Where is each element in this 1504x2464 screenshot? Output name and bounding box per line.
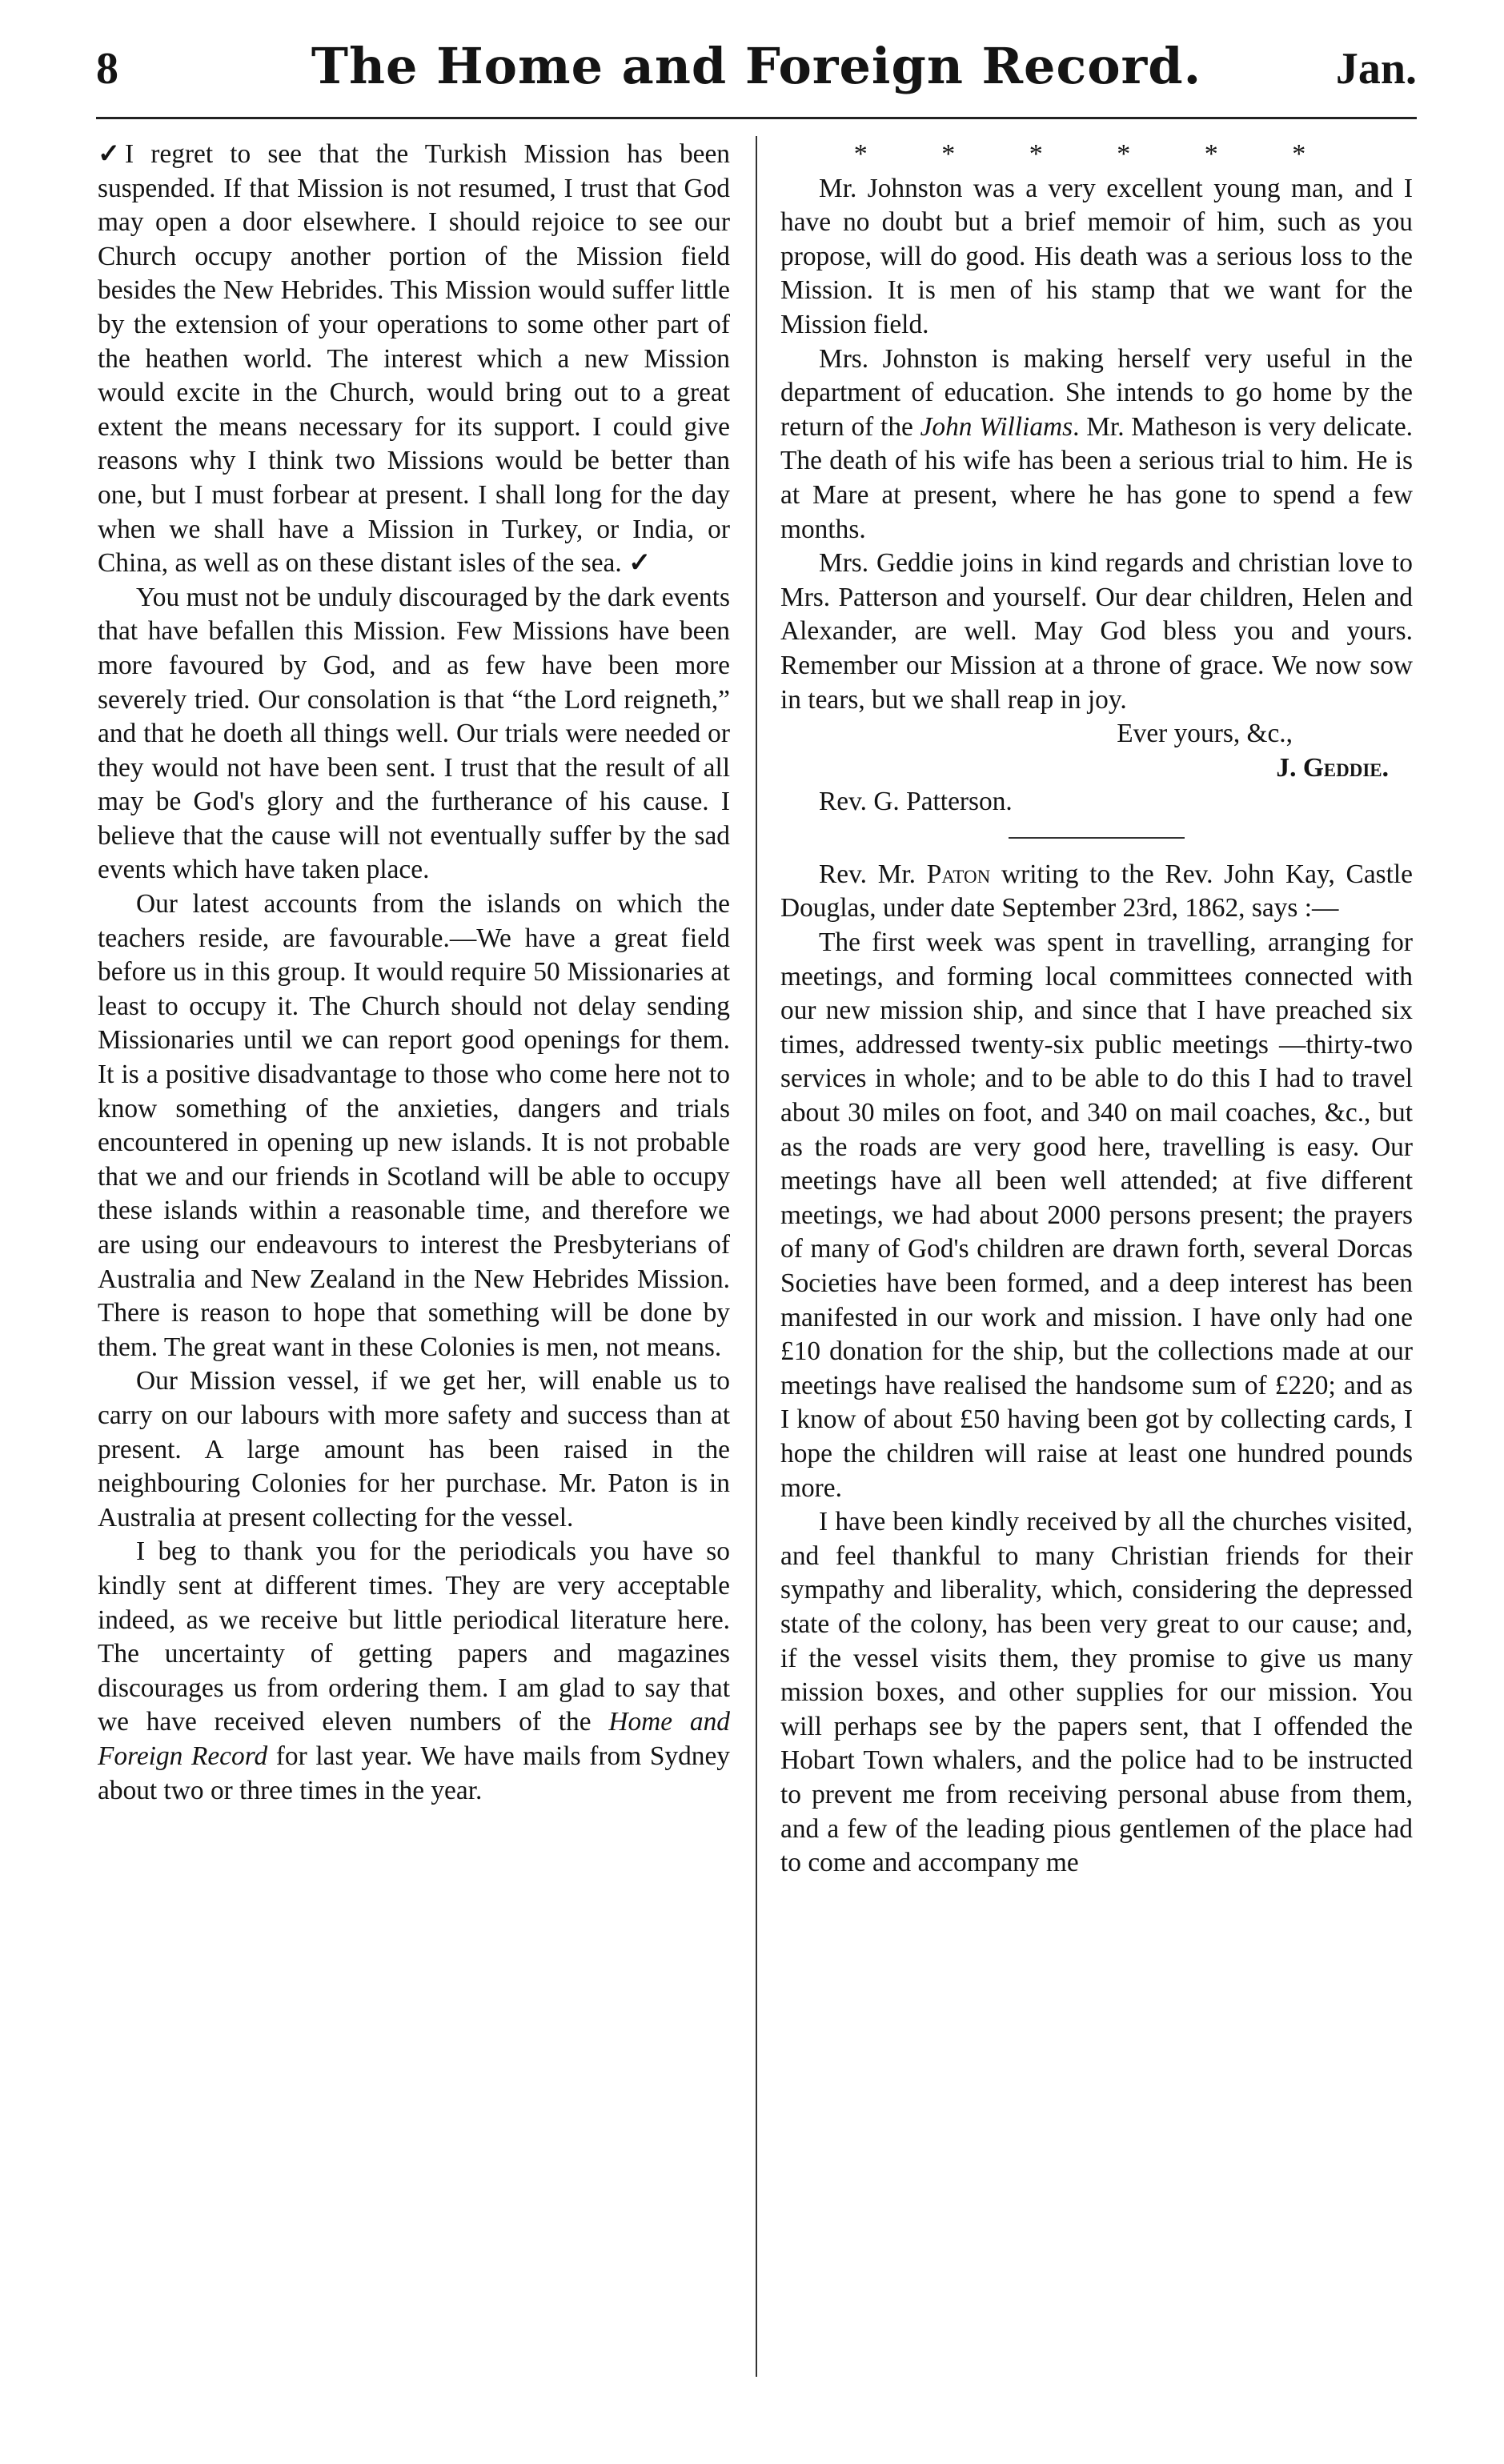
page-number: 8 [96, 44, 118, 94]
paragraph-text: I regret to see that the Turkish Mission has been suspended. If that Mission is not resumed, I trust that God may open a door elsewhere. I should rejoice to see our Church occupy another portion of the Mission field besides the New Hebrides. This Mission would suffer little by the extension of your operations to some other part of the heathen world. The interest which a new Mission would excite in the Church, would bring out to a great extent the means necessary for its support. I could give reasons why I think two Missions would be better than one, but I must forbear at present. I shall long for the day when we shall have a Mission in Turkey, or India, or China, as well as on these distant isles of the sea. [98, 139, 730, 579]
paragraph [780, 343, 1413, 547]
page-header [96, 32, 1417, 120]
paragraph-text: . Mr. Matheson is very delicate. The death of his wife has been a serious trial to him. He is at Mare at present, where he has gone to spend a few months. [780, 411, 1413, 544]
section-rule [1009, 837, 1185, 839]
right-column [780, 138, 1413, 1881]
letter-introduction: Rev. Mr. Paton writing to the Rev. John Kay, Castle Douglas, under date September 23rd, 1862, says :— [780, 859, 1414, 923]
paragraph: Our latest accounts from the islands on which the teachers reside, are favourable.—We have a great field before us in this group. It would require 50 Missionaries at least to occupy it. The Church should not delay sending Missionaries until we can report good openings for them. It is a positive disadvantage to those who come here not to know something of the anxieties, dangers and trials encountered in opening up new islands. It is not probable that we and our friends in Scotland will be able to occupy these islands within a reasonable time, and therefore we are using our endeavours to interest the Presbyterians of Australia and New Zealand in the New Hebrides Mission. There is reason to hope that something will be done by them. The great want in these Colonies is men, not means. [98, 889, 730, 1362]
issue-month: Jan. [1335, 44, 1417, 94]
letter-closing: Ever yours, &c., [1117, 719, 1293, 749]
left-column [98, 138, 730, 1808]
check-mark-icon: ✓ [628, 548, 652, 579]
paragraph [98, 138, 730, 581]
paragraph-text: Mrs. Johnston is making herself very useful in the department of education. She intends to go home by the return of the [780, 343, 1413, 442]
author-name: Paton [926, 859, 991, 889]
header-rule [96, 117, 1417, 119]
paragraph: Mrs. Geddie joins in kind regards and christian love to Mrs. Patterson and yourself. Our dear children, Helen and Alexander, are well. May God bless you and yours. Remember our Mission at a throne of grace. We now sow in tears, but we shall reap in joy. [780, 548, 1413, 715]
check-mark-icon: ✓ [98, 139, 120, 169]
paragraph: The first week was spent in travelling, arranging for meetings, and forming local committees connected with our new mission ship, and since that I have preached six times, addressed twenty-six public meetings —thirty-two services in whole; and to be able to do this I had to travel about 30 miles on foot, and 340 on mail coaches, &c., but as the roads are very good here, travelling is easy. Our meetings have all been well attended; at five different meetings, we had about 2000 persons present; the prayers of many of God's children are drawn forth, several Dorcas Societies have been formed, and a deep interest has been manifested in our work and mission. I have only had one £10 donation for the ship, but the collections made at our meetings have realised the handsome sum of £220; and as I know of about £50 having been got by collecting cards, I hope the children will raise at least one hundred pounds more. [780, 928, 1413, 1503]
letter-signature: J. Geddie. [1276, 752, 1389, 783]
paragraph: I have been kindly received by all the churches visited, and feel thankful to many Christian friends for their sympathy and liberality, which, considering the depressed state of the colony, has been very great to our cause; and, if the vessel visits them, they promise to give us many mission boxes, and other supplies for our mission. You will perhaps see by the papers sent, that I offended the Hobart Town whalers, and the police had to be instructed to prevent me from receiving personal abuse from them, and a few of the leading pious gentlemen of the place had to come and accompany me [780, 1507, 1413, 1878]
paragraph: You must not be unduly discouraged by the dark events that have befallen this Mission. Few Missions have been more favoured by God, and as few have been more severely tried. Our consolation is that “the Lord reigneth,” and that he doeth all things well. Our trials were needed or they would not have been sent. I trust that the result of all may be God's glory and the furtherance of his cause. I believe that the cause will not eventually suffer by the sad events which have taken place. [98, 582, 730, 885]
paragraph-text: I beg to thank you for the periodicals you have so kindly sent at different times. They are very acceptable indeed, as we receive but little periodical literature here. The uncertainty of getting papers and magazines discourages us from ordering them. I am glad to say that we have received eleven numbers of the [98, 1536, 730, 1737]
journal-title: The Home and Foreign Record. [311, 37, 1202, 95]
column-divider [756, 136, 757, 2377]
paragraph-text: for last year. We have mails from Sydney about two or three times in the year. [98, 1741, 730, 1805]
letter-addressee: Rev. G. Patterson. [819, 787, 1013, 817]
paragraph: Mr. Johnston was a very excellent young man, and I have no doubt but a brief memoir of him, such as you propose, will do good. His death was a serious loss to the Mission. It is men of his stamp that we want for the Mission field. [780, 173, 1413, 339]
paragraph: Our Mission vessel, if we get her, will enable us to carry on our labours with more safety and success than at present. A large amount has been raised in the neighbouring Colonies for her purchase. Mr. Paton is in Australia at present collecting for the vessel. [98, 1366, 730, 1532]
ship-name: John Williams [920, 411, 1073, 442]
paragraph [98, 1535, 730, 1808]
section-stars: * * * * * * [853, 139, 1340, 169]
publication-title: Home and Foreign Record [98, 1707, 730, 1771]
